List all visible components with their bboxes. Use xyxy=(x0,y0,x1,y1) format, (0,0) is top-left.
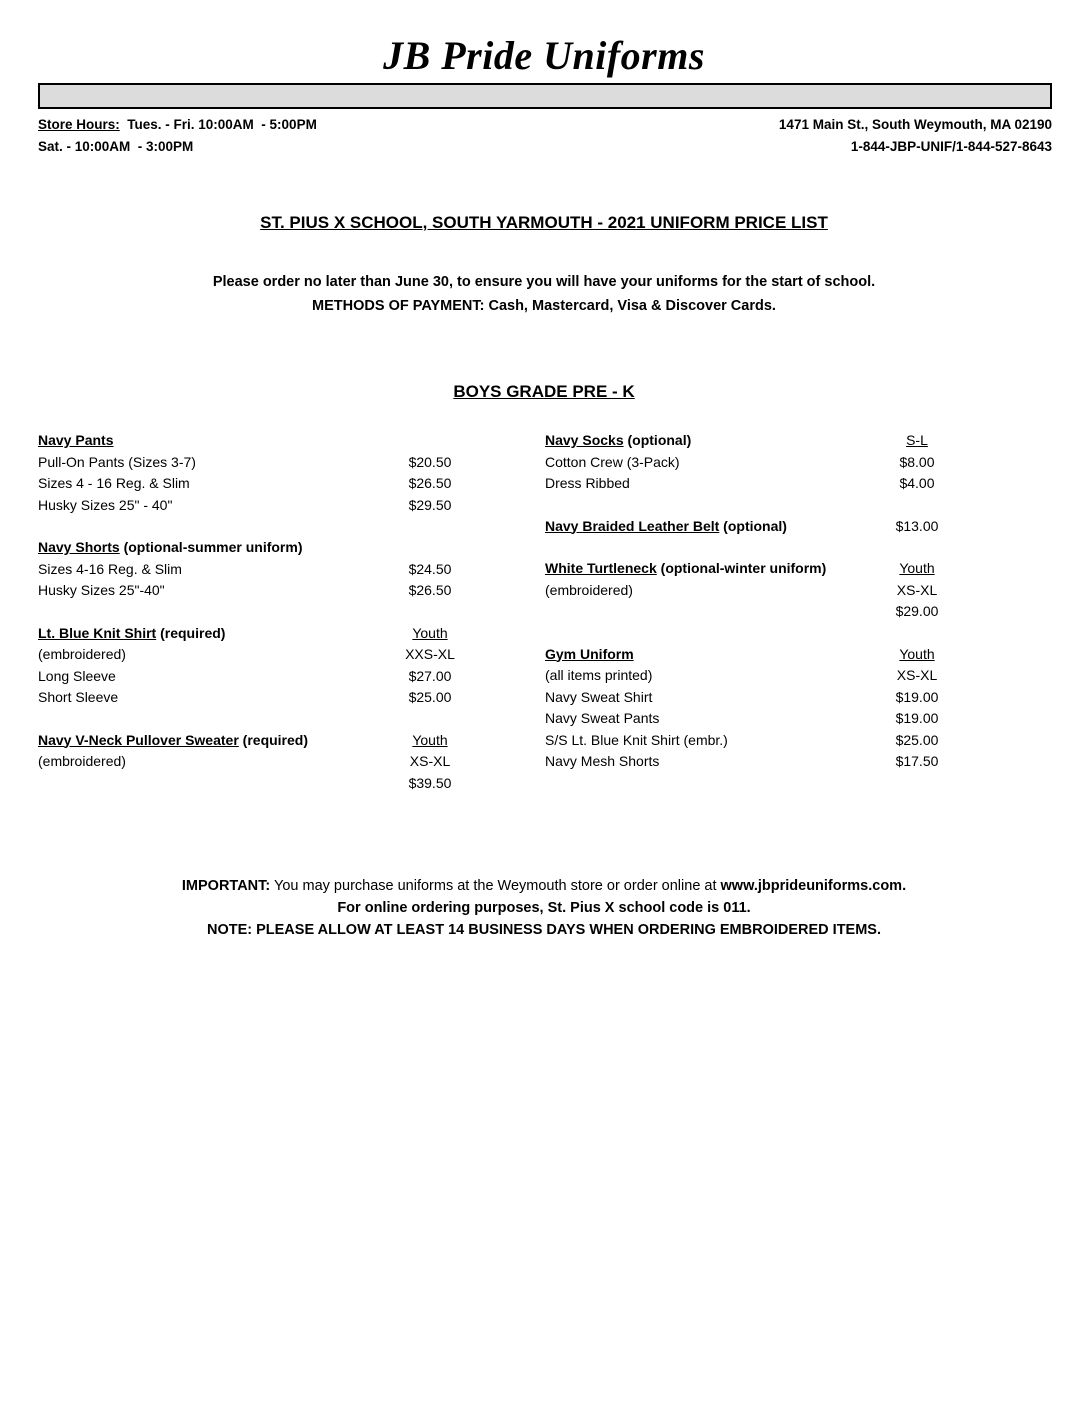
price-row xyxy=(545,751,997,773)
price-row-value: $24.50 xyxy=(408,560,452,577)
price-row-label: Dress Ribbed xyxy=(545,475,630,491)
store-hours-label: Store Hours: xyxy=(38,117,120,132)
price-row-value: XXS-XL xyxy=(405,646,455,662)
price-row-label: (embroidered) xyxy=(38,753,126,769)
price-row-value: $39.50 xyxy=(408,774,452,791)
price-group-header xyxy=(545,516,997,538)
price-row xyxy=(545,601,997,623)
price-group xyxy=(38,430,490,516)
price-row-label: Navy Sweat Pants xyxy=(545,710,660,726)
price-column-left xyxy=(38,430,490,794)
price-row-label: S/S Lt. Blue Knit Shirt (embr.) xyxy=(545,731,728,748)
price-row-label: Short Sleeve xyxy=(38,689,119,705)
price-row-value: XS-XL xyxy=(896,581,938,598)
price-row xyxy=(38,751,490,773)
store-info-row-2 xyxy=(38,136,1052,158)
price-row-value: $19.00 xyxy=(895,710,939,726)
price-row-label: Sizes 4 - 16 Reg. & Slim xyxy=(38,475,190,491)
price-row xyxy=(38,687,490,709)
section-heading-text: BOYS GRADE PRE - K xyxy=(453,382,635,401)
price-row-value: $4.00 xyxy=(899,475,935,491)
price-group xyxy=(38,537,490,602)
header-divider-bar xyxy=(38,83,1052,109)
store-hours-line xyxy=(38,114,317,136)
website-link[interactable]: www.jbprideuniforms.com. xyxy=(720,878,907,894)
footer-line-2: For online ordering purposes, St. Pius X school code is 011. xyxy=(337,900,751,916)
price-row xyxy=(38,773,490,795)
price-group-header-value: Youth xyxy=(412,731,448,748)
store-info-row-1 xyxy=(38,114,1052,136)
price-row-label: (all items printed) xyxy=(545,667,653,683)
price-group-title-name: Lt. Blue Knit Shirt xyxy=(38,624,157,641)
page-title xyxy=(0,213,1088,233)
price-row xyxy=(38,495,490,517)
price-row-value: XS-XL xyxy=(896,667,938,683)
price-group-title-name: Navy Shorts xyxy=(38,539,120,555)
price-row xyxy=(38,473,490,495)
price-row-value: $26.50 xyxy=(408,475,452,491)
footer-notes xyxy=(0,875,1088,941)
price-row-label: Husky Sizes 25"-40" xyxy=(38,582,165,598)
brand-title: JB Pride Uniforms xyxy=(383,33,705,78)
price-row-label: Long Sleeve xyxy=(38,667,116,684)
intro-line-1: Please order no later than June 30, to ensure you will have your uniforms for the start of school. xyxy=(212,274,876,290)
price-row-value: $26.50 xyxy=(408,582,452,598)
price-row-label: Husky Sizes 25" - 40" xyxy=(38,496,173,513)
price-group xyxy=(545,430,997,495)
price-group-title-name: Navy Braided Leather Belt xyxy=(545,517,720,534)
price-row xyxy=(38,580,490,602)
price-row-value: $25.00 xyxy=(408,689,452,705)
price-row xyxy=(545,687,997,709)
price-group-header xyxy=(38,537,490,559)
price-group-title-suffix: (optional) xyxy=(623,432,692,448)
price-row xyxy=(545,665,997,687)
price-group-title-suffix: (required) xyxy=(238,731,309,748)
price-group-header xyxy=(545,430,997,452)
price-row-value: $17.50 xyxy=(895,753,939,769)
price-group-header-value: Youth xyxy=(412,624,448,641)
price-row xyxy=(545,708,997,730)
price-row-value: $20.50 xyxy=(408,453,452,470)
store-hours-saturday: Sat. - 10:00AM - 3:00PM xyxy=(38,139,194,154)
price-row-value: $25.00 xyxy=(895,731,939,748)
price-row-label: Navy Mesh Shorts xyxy=(545,753,660,769)
price-group-title xyxy=(545,644,634,666)
price-group-title xyxy=(38,430,113,452)
price-group-title-suffix: (optional) xyxy=(719,517,787,534)
price-group xyxy=(545,558,997,623)
price-row-value: $8.00 xyxy=(899,453,935,470)
price-group-title xyxy=(545,558,826,580)
store-phone: 1-844-JBP-UNIF/1-844-527-8643 xyxy=(850,139,1052,154)
price-group-title xyxy=(545,516,787,538)
price-row-label: Navy Sweat Shirt xyxy=(545,688,653,705)
price-row xyxy=(38,452,490,474)
price-group-title-name: Navy Pants xyxy=(38,432,114,448)
price-row xyxy=(545,580,997,602)
price-group-header-value: $13.00 xyxy=(895,517,939,534)
price-row xyxy=(545,452,997,474)
price-group-title-name: Navy V-Neck Pullover Sweater xyxy=(38,731,239,748)
price-row-label: Pull-On Pants (Sizes 3-7) xyxy=(38,453,196,470)
footer-line-1 xyxy=(0,875,1088,897)
price-group-header xyxy=(38,430,490,452)
price-column-right xyxy=(545,430,997,773)
price-row-label: Cotton Crew (3-Pack) xyxy=(545,453,680,470)
price-group-title-name: Navy Socks xyxy=(545,432,624,448)
price-group xyxy=(38,623,490,709)
store-info xyxy=(38,114,1052,158)
intro-line-2: METHODS OF PAYMENT: Cash, Mastercard, Visa & Discover Cards. xyxy=(312,298,776,314)
section-heading xyxy=(0,382,1088,402)
price-group-header xyxy=(38,623,490,645)
price-group-title xyxy=(545,430,691,452)
price-row-label: Sizes 4-16 Reg. & Slim xyxy=(38,560,182,577)
price-row xyxy=(38,666,490,688)
price-row-value: $29.00 xyxy=(895,603,939,619)
intro-block xyxy=(0,270,1088,318)
price-group-header xyxy=(545,644,997,666)
price-row xyxy=(545,473,997,495)
price-group-header-value: Youth xyxy=(899,560,935,576)
price-group xyxy=(545,516,997,538)
price-row-value: $27.00 xyxy=(408,667,452,684)
price-row-label: (embroidered) xyxy=(545,581,633,598)
price-group-title xyxy=(38,623,225,645)
price-group-title xyxy=(38,537,302,559)
price-row xyxy=(38,644,490,666)
masthead xyxy=(0,34,1088,78)
price-group-header-value: S-L xyxy=(906,432,928,448)
price-group-title-suffix: (required) xyxy=(156,624,226,641)
price-row-value: XS-XL xyxy=(409,753,451,769)
price-group-title-suffix: (optional-summer uniform) xyxy=(119,539,303,555)
price-group xyxy=(38,730,490,795)
price-group-header-value: Youth xyxy=(899,645,935,662)
footer-important-label: IMPORTANT: xyxy=(181,878,271,894)
price-group-title-suffix: (optional-winter uniform) xyxy=(656,560,827,576)
price-group-title-name: White Turtleneck xyxy=(545,560,657,576)
store-hours-weekday: Tues. - Fri. 10:00AM - 5:00PM xyxy=(119,117,317,132)
price-group-title-name: Gym Uniform xyxy=(545,645,634,662)
footer-line-3: NOTE: PLEASE ALLOW AT LEAST 14 BUSINESS DAYS WHEN ORDERING EMBROIDERED ITEMS. xyxy=(206,922,882,938)
price-row-value: $19.00 xyxy=(895,688,939,705)
store-address: 1471 Main St., South Weymouth, MA 02190 xyxy=(778,117,1052,132)
price-group-header xyxy=(545,558,997,580)
price-row-value: $29.50 xyxy=(408,496,452,513)
price-group-header xyxy=(38,730,490,752)
page-title-text: ST. PIUS X SCHOOL, SOUTH YARMOUTH - 2021 UNIFORM PRICE LIST xyxy=(260,213,828,232)
price-row xyxy=(38,559,490,581)
price-row xyxy=(545,730,997,752)
price-group xyxy=(545,644,997,773)
price-row-label: (embroidered) xyxy=(38,646,126,662)
price-group-title xyxy=(38,730,308,752)
footer-important-text: You may purchase uniforms at the Weymouth store or order online at xyxy=(270,878,721,894)
